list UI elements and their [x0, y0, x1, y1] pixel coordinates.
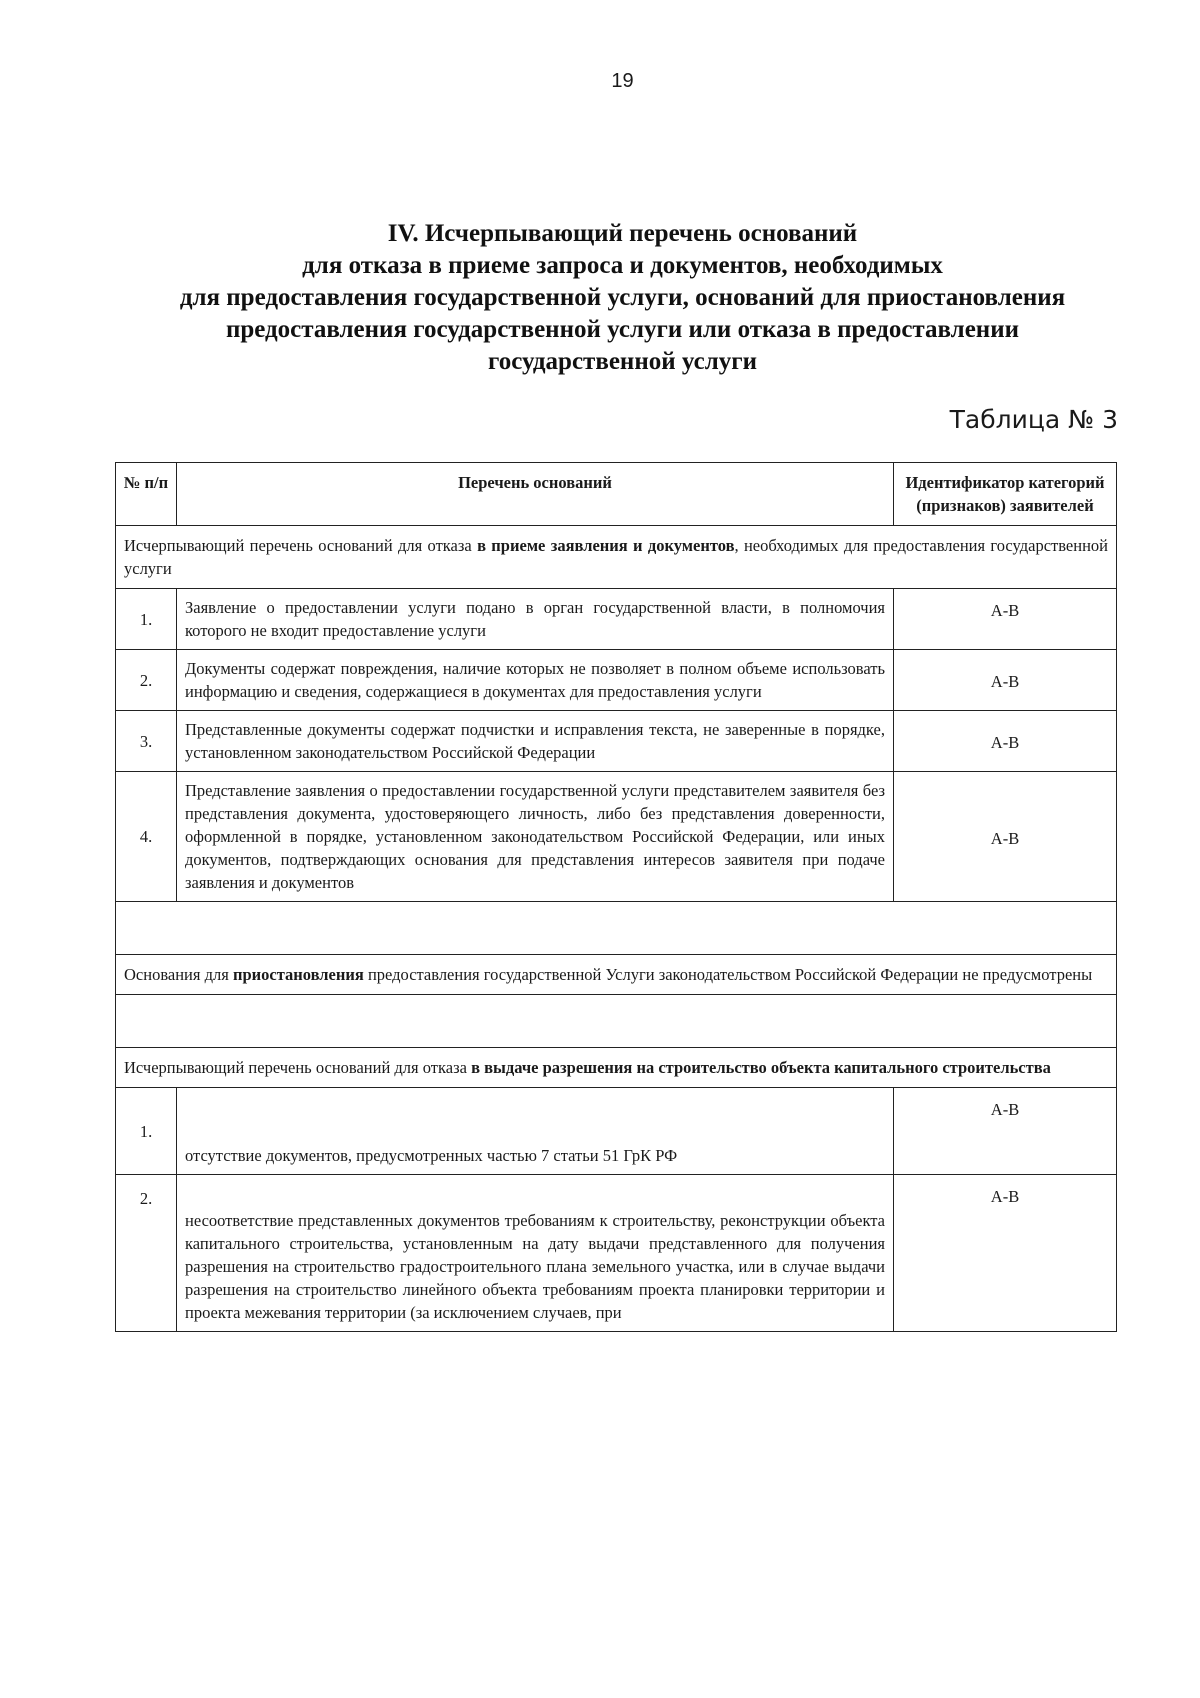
section-text: , необходимых для предоставления государственной услуги: [124, 536, 1108, 578]
section-suspension: [116, 955, 1117, 995]
section-heading: [100, 218, 1145, 378]
section-text: Исчерпывающий перечень оснований для отказа: [124, 1058, 472, 1077]
row-text: Представление заявления о предоставлении государственной услуги представителем заявителя без представления документа, удостоверяющего личность, либо без представления доверенности, оформленной в порядке, установленном законодательством Российской Федерации, или иных документов, подтверждающих основания для представления интересов заявителя при подаче заявления и документов: [177, 772, 894, 902]
table-row: [116, 1175, 1117, 1332]
heading-line: для отказа в приеме запроса и документов, необходимых: [302, 252, 943, 279]
row-text: отсутствие документов, предусмотренных частью 7 статьи 51 ГрК РФ: [177, 1088, 894, 1175]
row-category: А-В: [894, 1088, 1117, 1175]
row-number: 3.: [116, 711, 177, 772]
section-row: [116, 1048, 1117, 1088]
section-bold-text: в выдаче разрешения на строительство объекта капитального строительства: [471, 1058, 1051, 1077]
section-row: [116, 526, 1117, 589]
heading-line: государственной услуги: [487, 348, 758, 375]
row-number: 2.: [116, 1175, 177, 1332]
section-row: [116, 955, 1117, 995]
empty-cell: [116, 995, 1117, 1048]
section-bold-text: в приеме заявления и документов: [477, 536, 735, 555]
row-number: 1.: [116, 589, 177, 650]
table-header-row: [116, 463, 1117, 526]
section-text: Исчерпывающий перечень оснований для отказа: [124, 536, 478, 555]
row-text: Представленные документы содержат подчистки и исправления текста, не заверенные в порядке, установленном законодательством Российской Федерации: [177, 711, 894, 772]
header-reasons: Перечень оснований: [177, 463, 894, 526]
empty-row: [116, 902, 1117, 955]
heading-line: IV. Исчерпывающий перечень оснований: [387, 220, 858, 247]
row-category: А-В: [894, 711, 1117, 772]
row-number: 4.: [116, 772, 177, 902]
section-text: Основания для: [124, 965, 233, 984]
empty-cell: [116, 902, 1117, 955]
row-category: А-В: [894, 650, 1117, 711]
table-row: [116, 711, 1117, 772]
section-refusal-permit: [116, 1048, 1117, 1088]
empty-row: [116, 995, 1117, 1048]
section-refusal-acceptance: [116, 526, 1117, 589]
row-number: 2.: [116, 650, 177, 711]
table-row: [116, 589, 1117, 650]
section-text: предоставления государственной Услуги законодательством Российской Федерации не предусмотрены: [363, 965, 1093, 984]
row-text: несоответствие представленных документов требованиям к строительству, реконструкции объекта капитального строительства, установленным на дату выдачи представленного для получения разрешения на строительство градостроительного плана земельного участка, или в случае выдачи разрешения на строительство линейного объекта требованиям проекта планировки территории и проекта межевания территории (за исключением случаев, при: [177, 1175, 894, 1332]
header-category: Идентификатор категорий (признаков) заявителей: [894, 463, 1117, 526]
row-category: А-В: [894, 589, 1117, 650]
heading-line: для предоставления государственной услуги, оснований для приостановления: [179, 284, 1066, 311]
table-row: [116, 772, 1117, 902]
grounds-table: [115, 462, 1117, 1332]
page-number: 19: [611, 70, 634, 92]
table-label: Таблица № 3: [949, 405, 1118, 434]
heading-line: предоставления государственной услуги или отказа в предоставлении: [225, 316, 1020, 343]
row-text: Документы содержат повреждения, наличие которых не позволяет в полном объеме использовать информацию и сведения, содержащиеся в документах для предоставления услуги: [177, 650, 894, 711]
table-row: [116, 650, 1117, 711]
header-num: № п/п: [116, 463, 177, 526]
table-row: [116, 1088, 1117, 1175]
section-bold-text: приостановления: [232, 965, 364, 984]
row-category: А-В: [894, 772, 1117, 902]
row-text: Заявление о предоставлении услуги подано в орган государственной власти, в полномочия которого не входит предоставление услуги: [177, 589, 894, 650]
row-category: А-В: [894, 1175, 1117, 1332]
row-number: 1.: [116, 1088, 177, 1175]
